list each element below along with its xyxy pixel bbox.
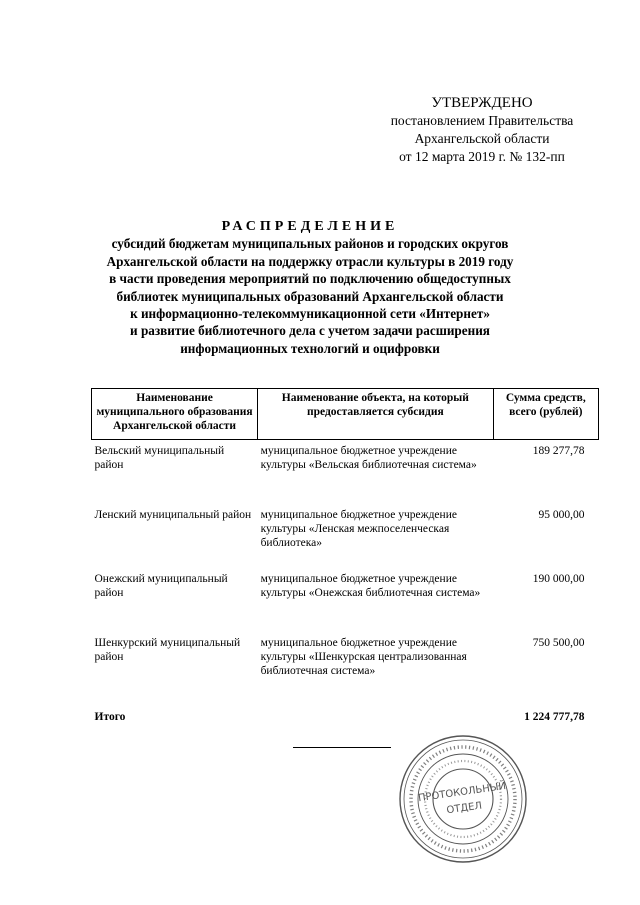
approval-date: от 12 марта 2019 г. № 132-пп <box>399 149 565 164</box>
approval-region: Архангельской области <box>414 131 550 146</box>
cell-object: муниципальное бюджетное учреждение культуры «Ленская межпоселенческая библиотека» <box>260 509 457 549</box>
title-line: информационных технологий и оцифровки <box>180 340 440 356</box>
cell-municipality: Шенкурский муниципальный район <box>94 637 241 663</box>
cell-amount: 190 000,00 <box>532 573 585 585</box>
official-stamp <box>397 733 529 865</box>
title-line: и развитие библиотечного дела с учетом задачи расширения <box>130 323 490 339</box>
table-row <box>92 504 599 568</box>
cell-amount: 189 277,78 <box>532 445 585 457</box>
subsidy-table <box>91 388 599 724</box>
cell-object: муниципальное бюджетное учреждение культуры «Онежская библиотечная система» <box>260 573 481 599</box>
cell-object: муниципальное бюджетное учреждение культуры «Вельская библиотечная система» <box>260 445 477 471</box>
title-line: в части проведения мероприятий по подключению общедоступных <box>109 271 511 287</box>
total-amount: 1 224 777,78 <box>524 711 585 723</box>
cell-object: муниципальное бюджетное учреждение культуры «Шенкурская централизованная библиотечная система» <box>260 637 467 677</box>
stamp-text-1: ПРОТОКОЛЬНЫЙ <box>417 780 507 805</box>
header-municipality: Наименование муниципального образования Архангельской области <box>92 389 258 440</box>
approval-decree: постановлением Правительства <box>390 113 574 128</box>
table-header-row <box>92 389 599 440</box>
total-label: Итого <box>94 711 126 723</box>
cell-amount: 95 000,00 <box>538 509 585 521</box>
header-object: Наименование объекта, на который предоставляется субсидия <box>258 389 494 440</box>
title-line: библиотек муниципальных образований Архангельской области <box>116 288 504 304</box>
title-heading: РАСПРЕДЕЛЕНИЕ <box>221 219 399 234</box>
approval-block <box>372 94 592 166</box>
document-title <box>80 218 540 357</box>
table-row <box>92 440 599 505</box>
cell-municipality: Онежский муниципальный район <box>94 573 228 599</box>
title-line: Архангельской области на поддержку отрасли культуры в 2019 году <box>106 253 514 269</box>
table-row <box>92 632 599 708</box>
stamp-text-2: ОТДЕЛ <box>445 800 483 817</box>
header-amount: Сумма средств, всего (рублей) <box>493 389 598 440</box>
total-row <box>92 708 599 724</box>
table-row <box>92 568 599 632</box>
approval-title: УТВЕРЖДЕНО <box>431 95 533 111</box>
cell-municipality: Ленский муниципальный район <box>94 509 252 521</box>
title-line: субсидий бюджетам муниципальных районов и городских округов <box>111 236 509 252</box>
cell-municipality: Вельский муниципальный район <box>94 445 225 471</box>
cell-amount: 750 500,00 <box>532 637 585 649</box>
total-spacer <box>258 708 494 724</box>
title-line: к информационно-телекоммуникационной сети «Интернет» <box>130 306 490 322</box>
signature-line <box>293 747 391 748</box>
